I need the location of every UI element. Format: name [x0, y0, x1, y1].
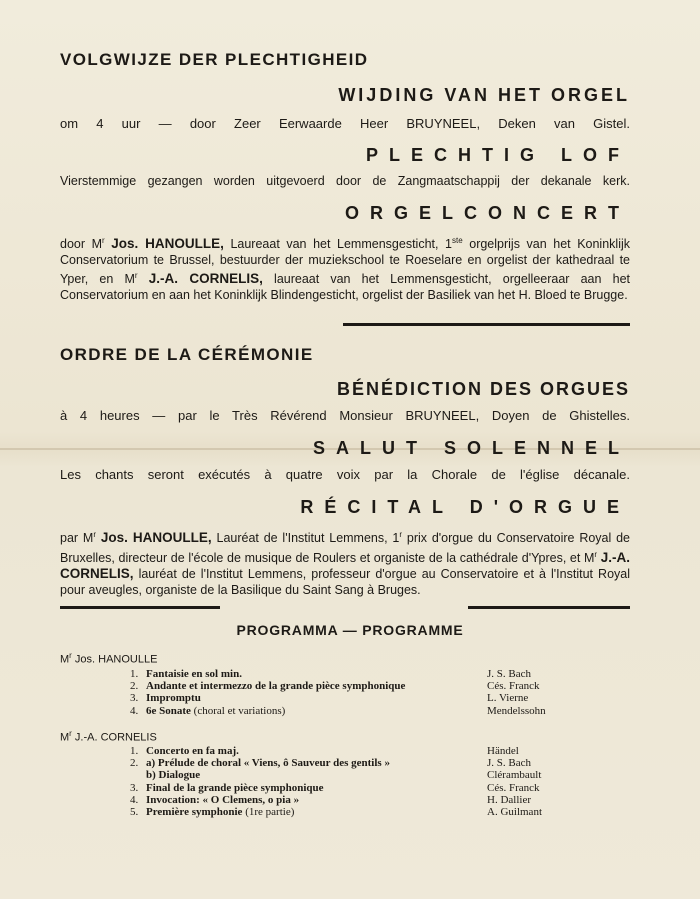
divider-left: [60, 606, 220, 609]
list-item: 2. a) Prélude de choral « Viens, ô Sauveur des gentils » J. S. Bach: [130, 757, 531, 770]
composer: J. S. Bach: [487, 757, 531, 770]
composer: Cés. Franck: [487, 781, 540, 794]
text-orgelconcert: door $M^r$ Jos. HANOULLE, Laureaat van het Lemmensgesticht, 1ste orgelprijs van het Koninklijk Conservatorium te Brussel, bestuurder der muziekschool te Roeselare en orgelist der kathedraal te Yper, en $M^r$ J.-A. CORNELIS, laureaat van het Lemmensgesticht, orgelleeraar aan het Conservatorium en aan het Koninklijk Blindengesticht, orgelist der Basiliek van het H. Bloed te Brugge.: [60, 236, 630, 302]
works-list-cornelis: [130, 745, 560, 818]
heading-lof: PLECHTIG LOF: [366, 145, 630, 165]
text-recital: par $M^r$ Jos. HANOULLE, Lauréat de l'Institut Lemmens, 1$^r$ prix d'orgue du Conservatoire Royal de Bruxelles, directeur de l'école de musique de Roulers et organiste de la cathédrale d'Ypres, et $M^r$ J.-A. CORNELIS, lauréat de l'Institut Lemmens, professeur d'orgue au Conservatoire et à l'Institut Royal pour aveugles, organiste de la Basilique du Saint Sang à Bruges.: [60, 530, 630, 597]
performer-name: Jos. HANOULLE,: [100, 530, 212, 546]
section-title-nl: VOLGWIJZE DER PLECHTIGHEID: [60, 50, 369, 69]
text-benediction: à 4 heures — par le Très Révérend Monsieur BRUYNEEL, Doyen de Ghistelles.: [60, 408, 630, 423]
performer-hanoulle: $M^r$ Jos. HANOULLE: [60, 651, 158, 666]
composer: J. S. Bach: [487, 668, 531, 680]
list-item: b) Dialogue Clérambault: [146, 769, 542, 782]
divider: [343, 323, 630, 326]
list-item: 4. 6e Sonate (choral et variations) Mendelssohn: [130, 704, 546, 717]
divider-right: [468, 606, 630, 609]
heading-salut: SALUT SOLENNEL: [312, 438, 630, 458]
heading-benediction: BÉNÉDICTION DES ORGUES: [336, 379, 630, 399]
list-item: 1. Concerto en fa maj. Händel: [130, 745, 519, 757]
composer: Mendelssohn: [487, 704, 546, 717]
text-wijding: om 4 uur — door Zeer Eerwaarde Heer BRUYNEEL, Deken van Gistel.: [60, 116, 630, 131]
heading-orgelconcert: ORGELCONCERT: [345, 203, 630, 223]
works-list-hanoulle: [130, 668, 560, 717]
list-item: 5. Première symphonie (1re partie) A. Guilmant: [130, 805, 542, 818]
list-item: 4. Invocation: « O Clemens, o pia » H. Dallier: [130, 793, 531, 806]
heading-wijding: WIJDING VAN HET ORGEL: [338, 85, 630, 105]
list-item: 1. Fantaisie en sol min. J. S. Bach: [130, 668, 531, 680]
composer: Händel: [487, 745, 519, 757]
performer-cornelis: $M^r$ J.-A. CORNELIS: [60, 729, 157, 744]
composer: Clérambault: [487, 769, 542, 782]
composer: H. Dallier: [487, 793, 531, 806]
text-salut: Les chants seront exécutés à quatre voix par la Chorale de l'église décanale.: [60, 467, 630, 482]
composer: L. Vierne: [487, 692, 529, 705]
performer-name: J.-A. CORNELIS,: [60, 549, 630, 582]
heading-recital: RÉCITAL D'ORGUE: [300, 497, 630, 517]
list-item: 3. Final de la grande pièce symphonique Cés. Franck: [130, 781, 540, 794]
list-item: 2. Andante et intermezzo de la grande pièce symphonique Cés. Franck: [130, 680, 540, 693]
text-lof: Vierstemmige gezangen worden uitgevoerd door de Zangmaatschappij der dekanale kerk.: [60, 174, 630, 188]
programme-title: PROGRAMMA — PROGRAMME: [236, 622, 464, 638]
list-item: 3. Impromptu L. Vierne: [130, 692, 529, 705]
performer-name: J.-A. CORNELIS,: [148, 271, 263, 287]
section-title-fr: ORDRE DE LA CÉRÉMONIE: [60, 345, 314, 364]
performer-name: Jos. HANOULLE,: [111, 236, 224, 252]
composer: Cés. Franck: [487, 680, 540, 693]
composer: A. Guilmant: [487, 805, 542, 818]
